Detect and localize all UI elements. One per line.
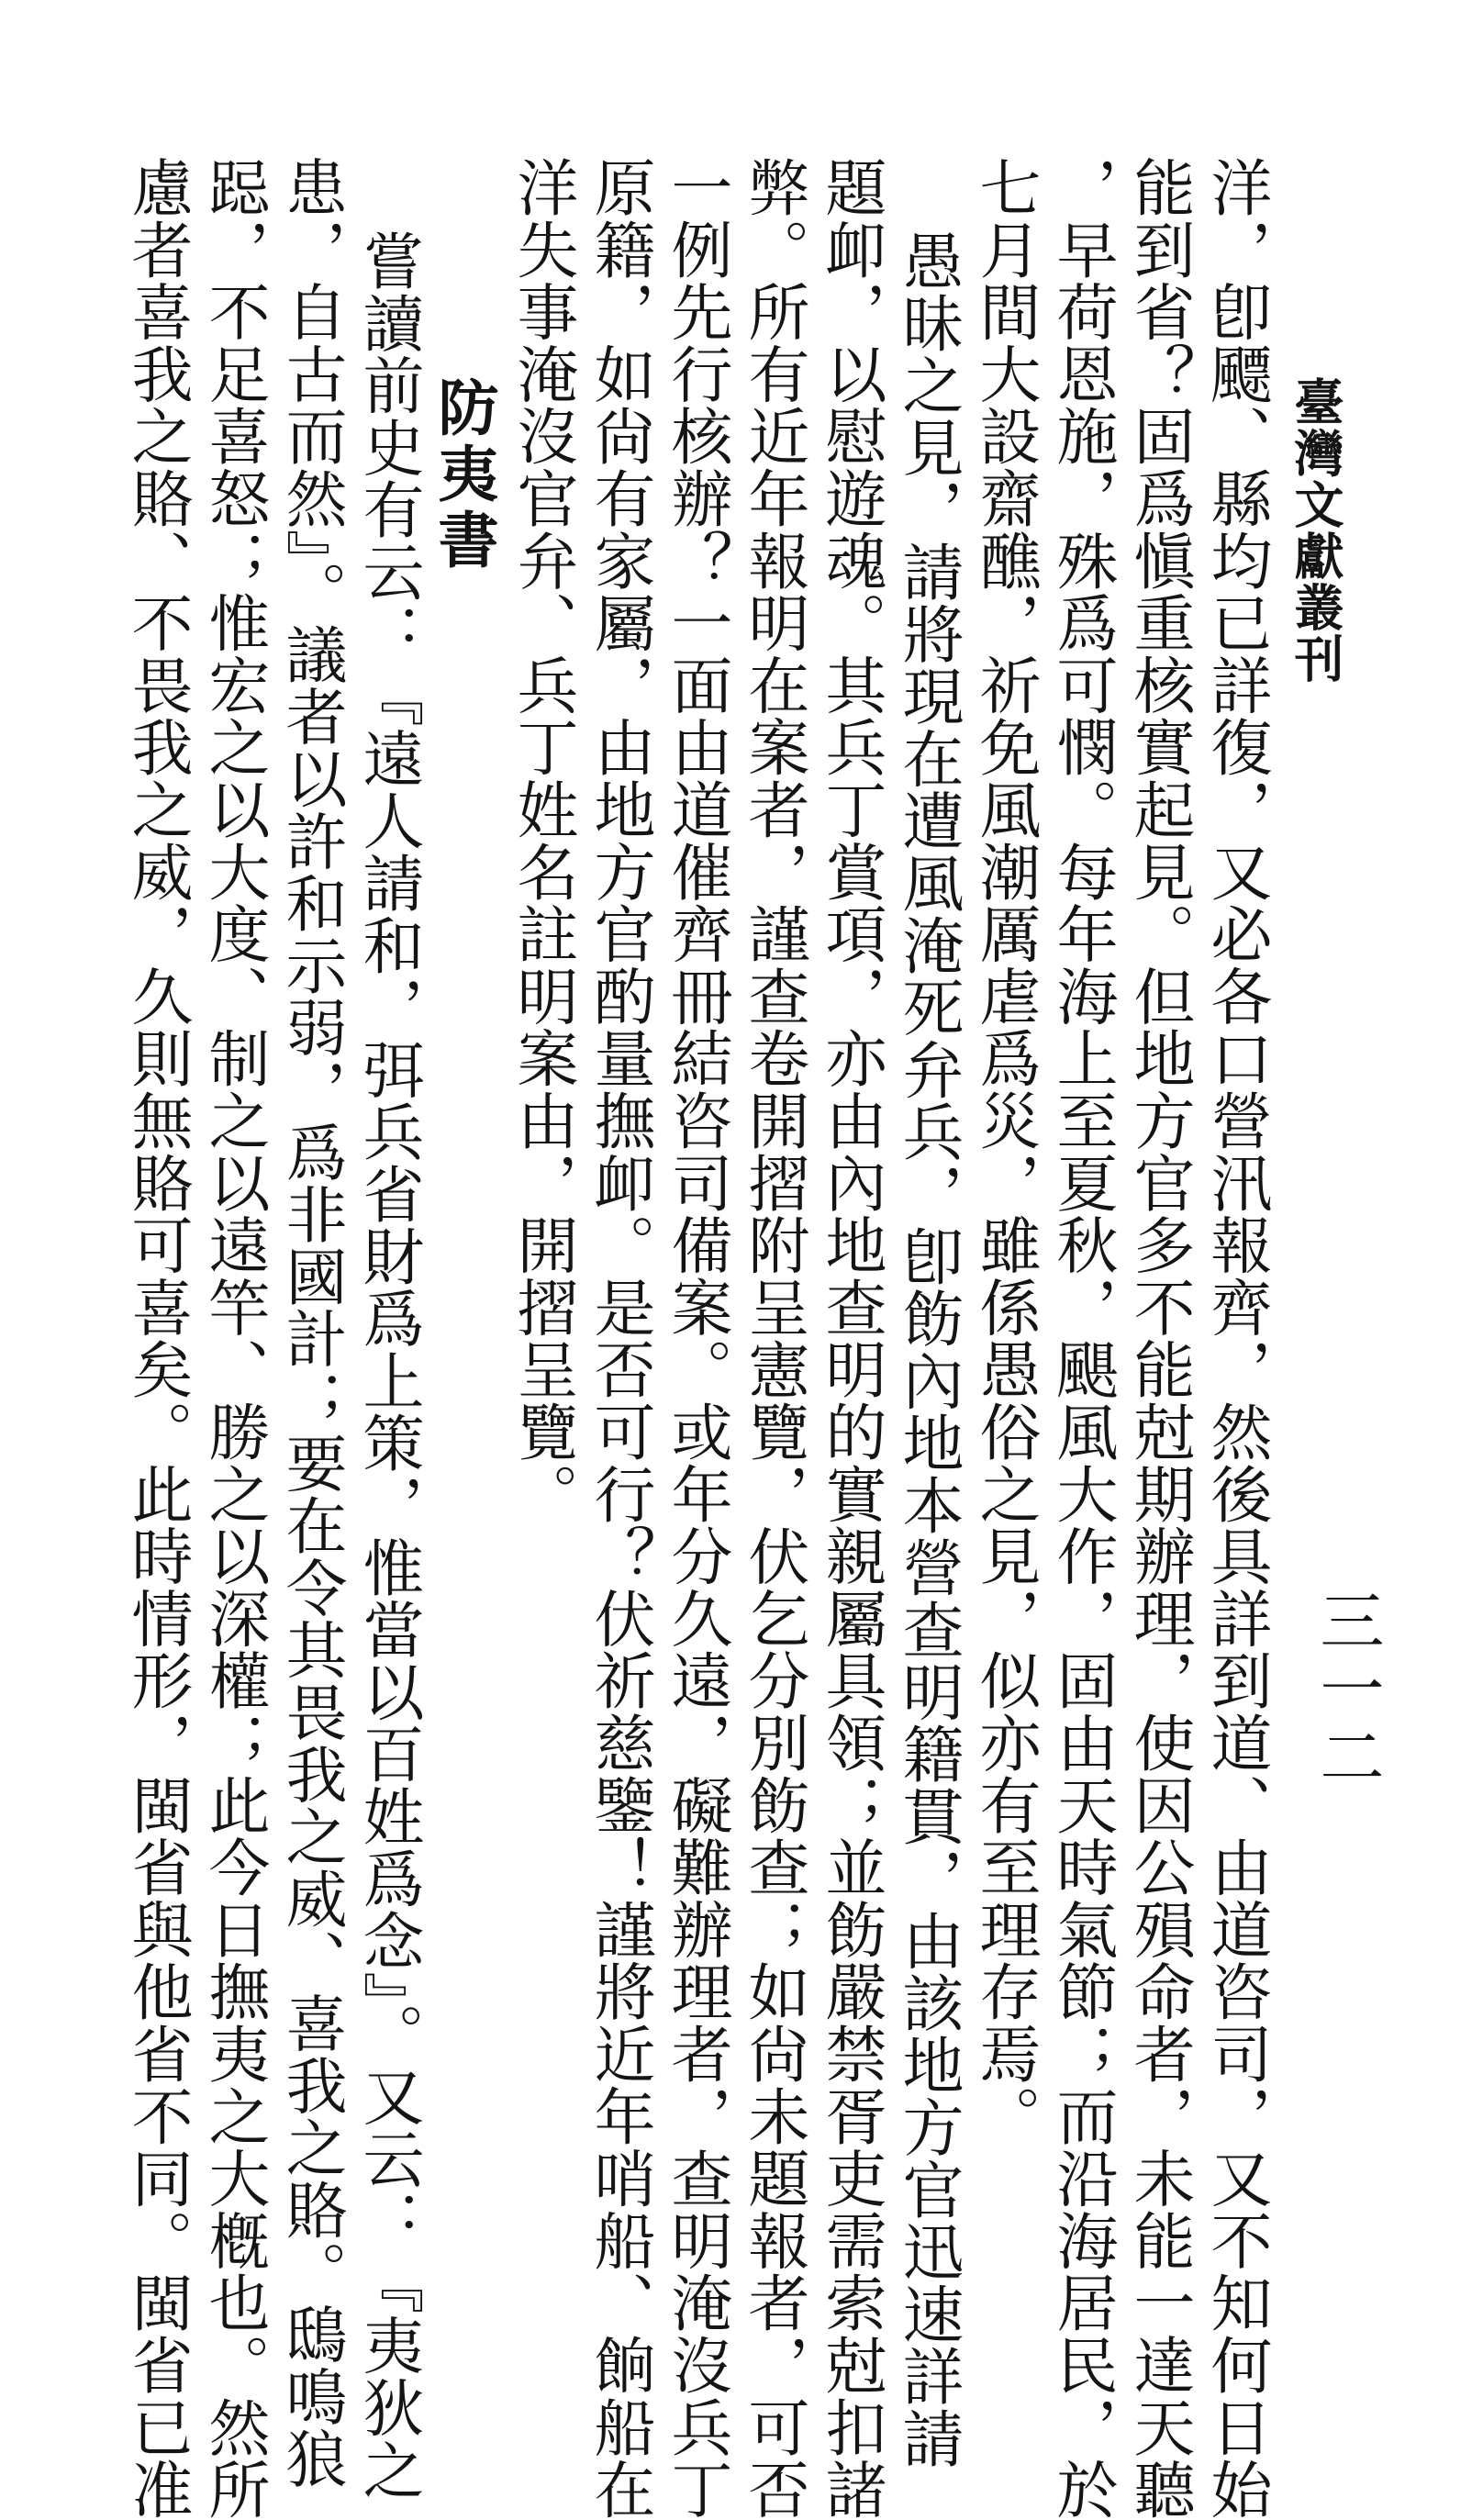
text-column: 嘗讀前史有云：『遠人請和，弭兵省財爲上策，惟當以百姓爲念』。又云：『夷狄之 [353,229,425,2502]
text-column: 患，自古而然』。議者以許和示弱，爲非國計；要在令其畏我之威、喜我之賂。鴟鳴狼 [276,156,348,2490]
series-title: 臺灣文獻叢刊 [1287,376,1345,685]
text-column: 洋失事淹沒官弁、兵丁姓名註明案由，開摺呈覽。 [507,156,579,1525]
text-column: ，早荷恩施，殊爲可憫。每年海上至夏秋，颶風大作，固由天時氣節；而沿海居民，於 [1047,156,1119,2520]
text-column: 七月間大設齋醮，祈免風潮厲虐爲災，雖係愚俗之見，似亦有至理存焉。 [970,156,1042,2147]
text-column: 洋，卽飃、縣均已詳復，又必各口營汛報齊，然後具詳到道、由道咨司，又不知何日始 [1201,156,1273,2520]
text-column: 愚昧之見，請將現在遭風淹死弁兵，卽飭內地本營查明籍貫，由該地方官迅速詳請 [893,229,965,2470]
text-column: 題卹，以慰遊魂。其兵丁賞項，亦由內地查明的實親屬具領；並飭嚴禁胥吏需索尅扣諸 [816,156,887,2520]
text-column: 原籍，如尙有家屬，由地方官酌量撫卹。是否可行？伏祈慈鑒！謹將近年哨船、餉船在 [585,156,656,2520]
section-title: 防夷書 [428,376,499,574]
text-column: 跽，不足喜怒；惟宏之以大度、制之以遠竿、勝之以深權；此今日撫夷之大槪也。然所 [199,156,271,2520]
text-column: 慮者喜我之賂、不畏我之威，久則無賂可喜矣。此時情形，閩省與他省不同。閩省已准 [122,156,194,2520]
text-column: 一例先行核辦？一面由道催齊冊結咨司備案。或年分久遠，礙難辦理者，查明淹沒兵丁 [662,156,733,2520]
page-number: 三一二 [1310,1588,1385,1791]
text-column: 能到省？固爲愼重核實起見。但地方官多不能尅期辦理，使因公殞命者，未能一達天聽 [1124,156,1196,2520]
text-column: 弊。所有近年報明在案者，謹查卷開摺附呈憲覽，伏乞分別飭查；如尙未題報者，可否 [739,156,810,2520]
